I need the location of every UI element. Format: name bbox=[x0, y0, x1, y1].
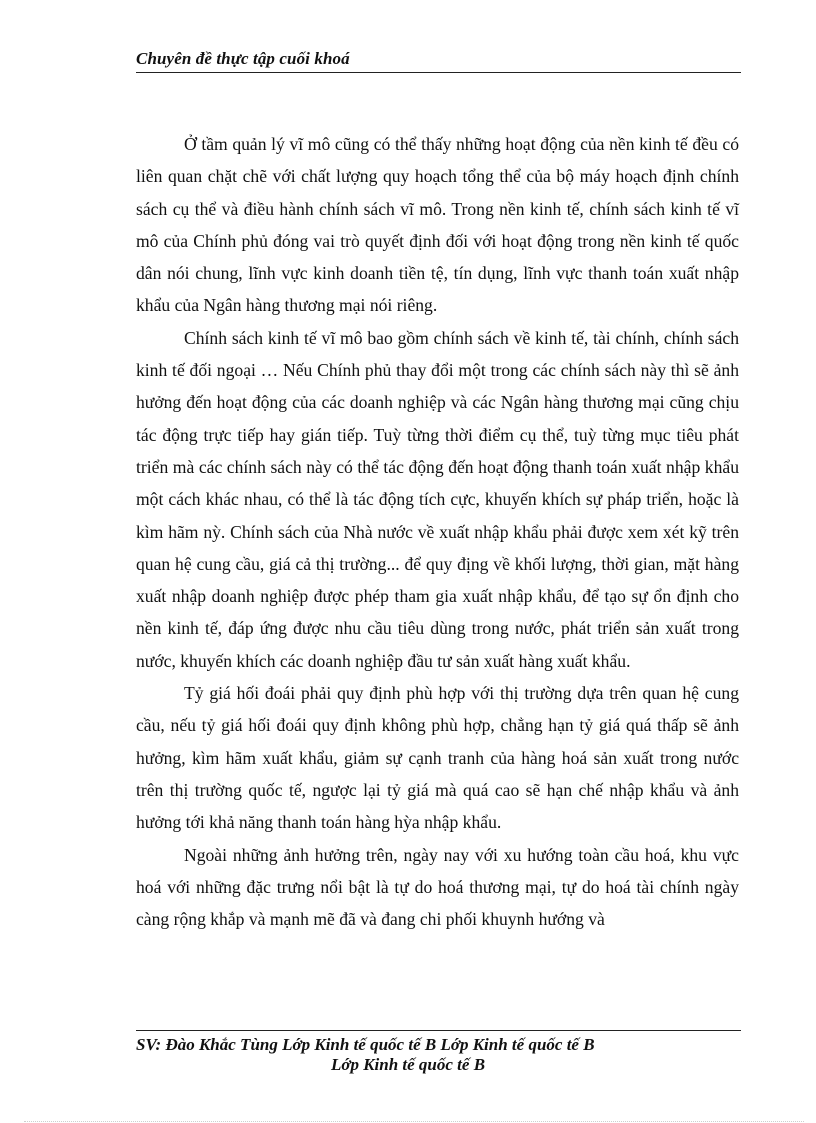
body-paragraph: Ở tầm quản lý vĩ mô cũng có thể thấy những hoạt động của nền kinh tế đều có liên quan chặt chẽ với chất lượng quy hoạch tổng thể của bộ máy hoạch định chính sách cụ thể và điều hành chính sách vĩ mô. Trong nền kinh tế, chính sách kinh tế vĩ mô của Chính phủ đóng vai trò quyết định đối với hoạt động trong nền kinh tế quốc dân nói chung, lĩnh vực kinh doanh tiền tệ, tín dụng, lĩnh vực thanh toán xuất nhập khẩu của Ngân hàng thương mại nói riêng. bbox=[136, 134, 739, 316]
footer-divider bbox=[136, 1030, 741, 1031]
body-paragraph: Tỷ giá hối đoái phải quy định phù hợp với thị trường dựa trên quan hệ cung cầu, nếu tỷ giá hối đoái quy định không phù hợp, chẳng hạn tỷ giá quá thấp sẽ ảnh hưởng, kìm hãm xuất khẩu, giảm sự cạnh tranh của hàng hoá sản xuất trong nước trên thị trường quốc tế, ngược lại tỷ giá mà quá cao sẽ hạn chế nhập khẩu và ảnh hưởng tới khả năng thanh toán hàng hỳa nhập khẩu. bbox=[136, 683, 739, 833]
body-paragraph: Chính sách kinh tế vĩ mô bao gồm chính sách về kinh tế, tài chính, chính sách kinh tế đối ngoại … Nếu Chính phủ thay đổi một trong các chính sách này thì sẽ ảnh hưởng đến hoạt động của các doanh nghiệp và các Ngân hàng thương mại cũng chịu tác động trực tiếp hay gián tiếp. Tuỳ từng thời điểm cụ thể, tuỳ từng mục tiêu phát triển mà các chính sách này có thể tác động đến hoạt động thanh toán xuất nhập khẩu một cách khác nhau, có thể là tác động tích cực, khuyến khích sự pháp triển, hoặc là kìm hãm nỳ. Chính sách của Nhà nước về xuất nhập khẩu phải được xem xét kỹ trên quan hệ cung cầu, giá cả thị trường... để quy địng về khối lượng, thời gian, mặt hàng xuất nhập doanh nghiệp được phép tham gia xuất nhập khẩu, để tạo sự ổn định cho nền kinh tế, đáp ứng được nhu cầu tiêu dùng trong nước, phát triển sản xuất trong nước, khuyến khích các doanh nghiệp đầu tư sản xuất hàng xuất khẩu. bbox=[136, 327, 739, 671]
footer-student-line: SV: Đào Khắc Tùng Lớp Kinh tế quốc tế B Lớp Kinh tế quốc tế B bbox=[136, 1035, 595, 1054]
header-divider bbox=[136, 72, 741, 73]
body-paragraph: Ngoài những ảnh hưởng trên, ngày nay với xu hướng toàn cầu hoá, khu vực hoá với những đặc trưng nổi bật là tự do hoá thương mại, tự do hoá tài chính ngày càng rộng khắp và mạnh mẽ đã và đang chi phối khuynh hướng và bbox=[136, 844, 739, 930]
page-bottom-edge bbox=[24, 1121, 804, 1122]
running-header-title: Chuyên đề thực tập cuối khoá bbox=[136, 49, 350, 68]
document-body bbox=[136, 128, 739, 935]
footer-class-line: Lớp Kinh tế quốc tế B bbox=[330, 1055, 486, 1074]
